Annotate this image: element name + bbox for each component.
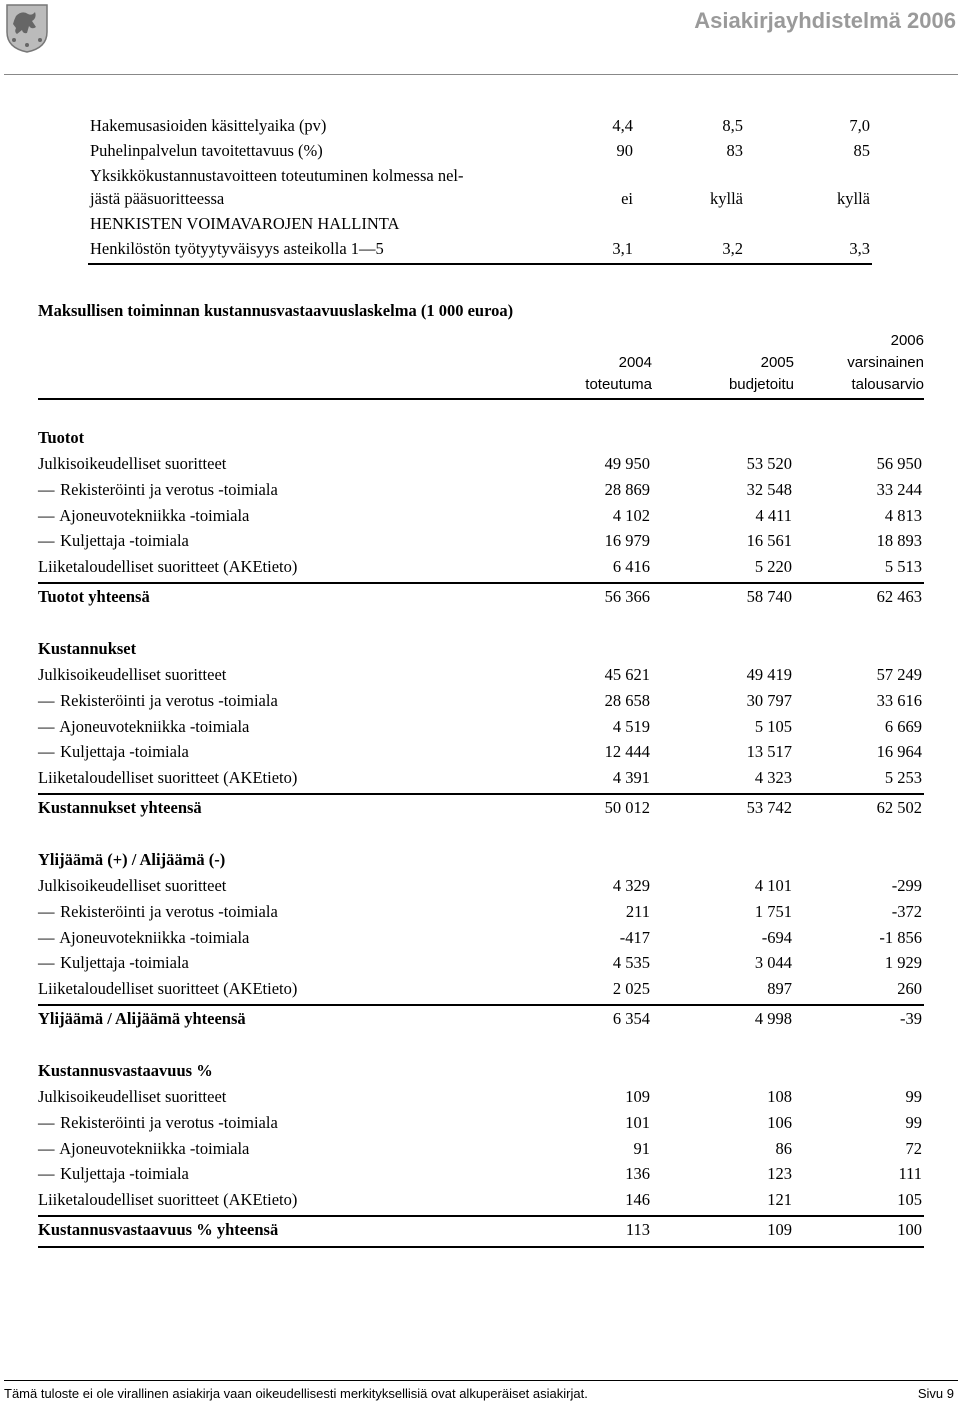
table-row	[38, 1111, 924, 1135]
total-value: 62 463	[876, 587, 922, 606]
row-label	[38, 1111, 278, 1135]
row-value: 111	[898, 1164, 922, 1184]
table-row	[38, 504, 924, 528]
row-value: 53 520	[746, 454, 792, 473]
row-value: 99	[905, 1087, 922, 1106]
total-label: Tuotot yhteensä	[38, 587, 150, 606]
row-label-text: Ajoneuvotekniikka -toimiala	[59, 1138, 250, 1158]
table-row	[38, 663, 924, 687]
section-heading: Kustannusvastaavuus %	[38, 1061, 213, 1080]
table-row	[38, 1137, 924, 1161]
row-value: -372	[891, 901, 922, 921]
column-header-2004	[560, 330, 652, 396]
row-value: 56 950	[876, 454, 922, 473]
table-row	[38, 452, 924, 476]
row-label-text: Ajoneuvotekniikka -toimiala	[59, 716, 250, 736]
column-header-line3: budjetoitu	[728, 376, 794, 393]
row-label-text: Rekisteröinti ja verotus -toimiala	[60, 479, 278, 499]
main-table-title: Maksullisen toiminnan kustannusvastaavuuslaskelma (1 000 euroa)	[38, 301, 514, 320]
row-value: 6 669	[884, 716, 922, 736]
row-value: 57 249	[876, 665, 922, 684]
table-row	[38, 1162, 924, 1186]
row-value: 121	[767, 1190, 792, 1210]
table-row	[38, 529, 924, 553]
row-value: 109	[625, 1087, 650, 1106]
row-value: 49 419	[746, 665, 792, 684]
row-value: 5 105	[754, 716, 792, 736]
table-row	[90, 187, 880, 211]
column-header-line1	[700, 330, 794, 352]
row-label	[38, 874, 226, 898]
row-value: 4 329	[612, 876, 650, 895]
table-row	[38, 951, 924, 975]
row-value: 99	[905, 1112, 922, 1132]
table-row	[38, 1188, 924, 1212]
indent-dash: —	[38, 505, 55, 525]
total-top-rule	[38, 1215, 924, 1217]
column-header-line1	[560, 330, 652, 352]
row-value: kyllä	[710, 189, 743, 208]
row-label-text: Ajoneuvotekniikka -toimiala	[59, 927, 250, 947]
table-row	[38, 874, 924, 898]
row-value: 146	[625, 1190, 650, 1210]
row-value: 4 323	[754, 768, 792, 788]
table-row	[90, 164, 880, 188]
column-header-line3: talousarvio	[851, 376, 924, 393]
row-label	[38, 504, 249, 528]
table-row	[90, 139, 880, 163]
row-value: 4 102	[612, 505, 650, 525]
indent-dash: —	[38, 479, 55, 499]
row-label	[38, 1162, 189, 1186]
table-row	[38, 977, 924, 1001]
row-value: -694	[761, 927, 792, 947]
row-value: 16 964	[876, 742, 922, 762]
row-value: 1 929	[884, 953, 922, 973]
total-value: 109	[767, 1220, 792, 1239]
row-label	[38, 1188, 297, 1212]
table-row	[38, 478, 924, 502]
row-value: 3,3	[849, 239, 870, 258]
row-value: 211	[625, 901, 650, 921]
row-label	[38, 452, 226, 476]
row-value: 85	[853, 141, 870, 160]
row-value: 1 751	[754, 901, 792, 921]
row-value: 2 025	[612, 979, 650, 999]
row-value: 6 416	[612, 557, 650, 577]
row-label	[38, 977, 297, 1001]
row-label	[38, 951, 189, 975]
total-value: -39	[900, 1009, 922, 1028]
total-row	[38, 1007, 924, 1031]
row-label-text: Rekisteröinti ja verotus -toimiala	[60, 1112, 278, 1132]
row-value: 4 535	[612, 953, 650, 973]
row-value: 7,0	[849, 116, 870, 135]
column-header-2005	[700, 330, 794, 396]
row-value: 16 979	[604, 531, 650, 551]
indent-dash: —	[38, 1112, 55, 1132]
total-row	[38, 796, 924, 820]
row-value: 106	[767, 1112, 792, 1132]
section-heading: Tuotot	[38, 428, 85, 447]
row-value: 3,2	[722, 239, 743, 258]
row-value: 18 893	[876, 531, 922, 551]
table-row	[38, 766, 924, 790]
total-value: 62 502	[876, 798, 922, 817]
indent-dash: —	[38, 1164, 55, 1184]
total-top-rule	[38, 1004, 924, 1006]
table-bottom-rule	[38, 1246, 924, 1248]
total-value: 113	[625, 1220, 650, 1239]
row-value: 30 797	[746, 690, 792, 710]
row-value: 28 869	[604, 479, 650, 499]
row-label	[38, 900, 278, 924]
row-label	[38, 1085, 226, 1109]
row-value: 72	[905, 1138, 922, 1158]
row-label	[38, 663, 226, 687]
indent-dash: —	[38, 953, 55, 973]
document-title: Asiakirjayhdistelmä 2006	[694, 8, 956, 33]
row-value: 91	[633, 1138, 650, 1158]
column-header-line2: 2005	[760, 354, 794, 371]
table-row	[90, 212, 880, 236]
indent-dash: —	[38, 742, 55, 762]
table-row	[38, 555, 924, 579]
row-value: 5 253	[884, 768, 922, 788]
page-footer	[4, 1386, 956, 1401]
row-value: 3 044	[754, 953, 792, 973]
row-label	[38, 926, 249, 950]
row-label-text: Kuljettaja -toimiala	[60, 953, 189, 973]
row-value: 108	[767, 1087, 792, 1106]
row-value: ei	[621, 189, 633, 208]
section-heading: Ylijäämä (+) / Alijäämä (-)	[38, 850, 226, 869]
row-label	[38, 766, 297, 790]
row-value: 28 658	[604, 690, 650, 710]
table-row	[90, 114, 880, 138]
row-value: 101	[625, 1112, 650, 1132]
row-label-text: Julkisoikeudelliset suoritteet	[38, 876, 227, 895]
indent-dash: —	[38, 1138, 55, 1158]
row-value: 8,5	[722, 116, 743, 135]
row-label-text: Kuljettaja -toimiala	[60, 1164, 189, 1184]
row-value: 136	[625, 1164, 650, 1184]
row-label-text: Liiketaloudelliset suoritteet (AKEtieto)	[38, 768, 298, 788]
total-value: 50 012	[604, 798, 650, 817]
total-value: 4 998	[754, 1009, 792, 1028]
row-label	[38, 715, 249, 739]
total-row	[38, 1218, 924, 1242]
footer-disclaimer: Tämä tuloste ei ole virallinen asiakirja vaan oikeudellisesti merkityksellisiä ovat alkuperäiset asiakirjat.	[4, 1386, 588, 1401]
table-row	[38, 1085, 924, 1109]
row-label	[38, 529, 189, 553]
row-value: 4 391	[612, 768, 650, 788]
row-value: -1 856	[879, 927, 922, 947]
row-value: 83	[726, 141, 743, 160]
table-row	[38, 900, 924, 924]
row-value: 33 616	[876, 690, 922, 710]
total-label: Kustannukset yhteensä	[38, 798, 202, 817]
footer-divider	[4, 1380, 958, 1381]
row-label-text: Liiketaloudelliset suoritteet (AKEtieto)	[38, 979, 298, 999]
row-label: Henkilöstön työtyytyväisyys asteikolla 1—5	[90, 239, 384, 258]
total-value: 6 354	[612, 1009, 650, 1028]
row-label	[38, 740, 189, 764]
row-value: 5 220	[754, 557, 792, 577]
table-row	[38, 715, 924, 739]
row-value: 4 519	[612, 716, 650, 736]
row-value: 4,4	[612, 116, 633, 135]
indent-dash: —	[38, 531, 55, 551]
row-label	[38, 478, 278, 502]
row-value: 13 517	[746, 742, 792, 762]
table-row	[38, 926, 924, 950]
column-header-line1: 2006	[890, 332, 924, 349]
row-label-text: Ajoneuvotekniikka -toimiala	[59, 505, 250, 525]
row-value: 90	[616, 141, 633, 160]
indent-dash: —	[38, 690, 55, 710]
row-label-text: Kuljettaja -toimiala	[60, 531, 189, 551]
row-value: 86	[775, 1138, 792, 1158]
finnish-lion-coat-of-arms-icon	[4, 2, 50, 54]
column-header-line2: 2004	[618, 354, 652, 371]
row-value: 105	[897, 1190, 922, 1210]
total-label: Kustannusvastaavuus % yhteensä	[38, 1220, 279, 1239]
row-label: Hakemusasioiden käsittelyaika (pv)	[90, 116, 327, 135]
table-row	[38, 689, 924, 713]
row-label-text: Liiketaloudelliset suoritteet (AKEtieto)	[38, 1190, 298, 1210]
row-label-text: Julkisoikeudelliset suoritteet	[38, 1087, 227, 1106]
header-divider	[4, 74, 958, 75]
total-value: 100	[897, 1220, 922, 1239]
row-label-text: Rekisteröinti ja verotus -toimiala	[60, 690, 278, 710]
table-row	[90, 237, 880, 261]
total-top-rule	[38, 582, 924, 584]
row-label: Puhelinpalvelun tavoitettavuus (%)	[90, 141, 323, 160]
total-value: 53 742	[746, 798, 792, 817]
row-label-text: Rekisteröinti ja verotus -toimiala	[60, 901, 278, 921]
row-label-text: Julkisoikeudelliset suoritteet	[38, 454, 227, 473]
row-value: 4 411	[755, 505, 792, 525]
column-header-2006	[800, 330, 924, 396]
section-heading: Kustannukset	[38, 639, 137, 658]
column-header-line3: toteutuma	[585, 376, 652, 393]
row-label-text: Liiketaloudelliset suoritteet (AKEtieto)	[38, 557, 298, 577]
indent-dash: —	[38, 927, 55, 947]
row-label-text: Julkisoikeudelliset suoritteet	[38, 665, 227, 684]
row-label: Yksikkökustannustavoitteen toteutuminen kolmessa nel-	[90, 166, 464, 185]
row-value: 49 950	[604, 454, 650, 473]
row-value: 260	[897, 979, 922, 999]
row-value: 45 621	[604, 665, 650, 684]
row-label-text: Kuljettaja -toimiala	[60, 742, 189, 762]
row-value: 4 813	[884, 505, 922, 525]
row-value: 897	[767, 979, 792, 999]
row-value: -417	[619, 927, 650, 947]
total-value: 58 740	[746, 587, 792, 606]
row-value: 16 561	[746, 531, 792, 551]
row-label	[38, 1137, 249, 1161]
total-label: Ylijäämä / Alijäämä yhteensä	[38, 1009, 246, 1028]
row-value: 3,1	[612, 239, 633, 258]
row-value: 4 101	[754, 876, 792, 895]
row-value: kyllä	[837, 189, 870, 208]
row-value: 33 244	[876, 479, 922, 499]
total-row	[38, 585, 924, 609]
table-row	[38, 740, 924, 764]
column-header-line2: varsinainen	[847, 354, 924, 371]
indent-dash: —	[38, 901, 55, 921]
row-label	[38, 555, 297, 579]
row-value: 32 548	[746, 479, 792, 499]
row-value: 12 444	[604, 742, 650, 762]
row-value: -299	[891, 876, 922, 895]
total-top-rule	[38, 793, 924, 795]
row-label: jästä pääsuoritteessa	[90, 189, 225, 208]
page-number: Sivu 9	[917, 1386, 954, 1401]
row-label: HENKISTEN VOIMAVAROJEN HALLINTA	[90, 214, 400, 233]
top-table-bottom-rule	[88, 263, 872, 265]
row-value: 5 513	[884, 557, 922, 577]
page-header	[0, 0, 960, 74]
total-value: 56 366	[604, 587, 650, 606]
column-header-rule	[38, 398, 924, 400]
row-value: 123	[767, 1164, 792, 1184]
row-label	[38, 689, 278, 713]
indent-dash: —	[38, 716, 55, 736]
